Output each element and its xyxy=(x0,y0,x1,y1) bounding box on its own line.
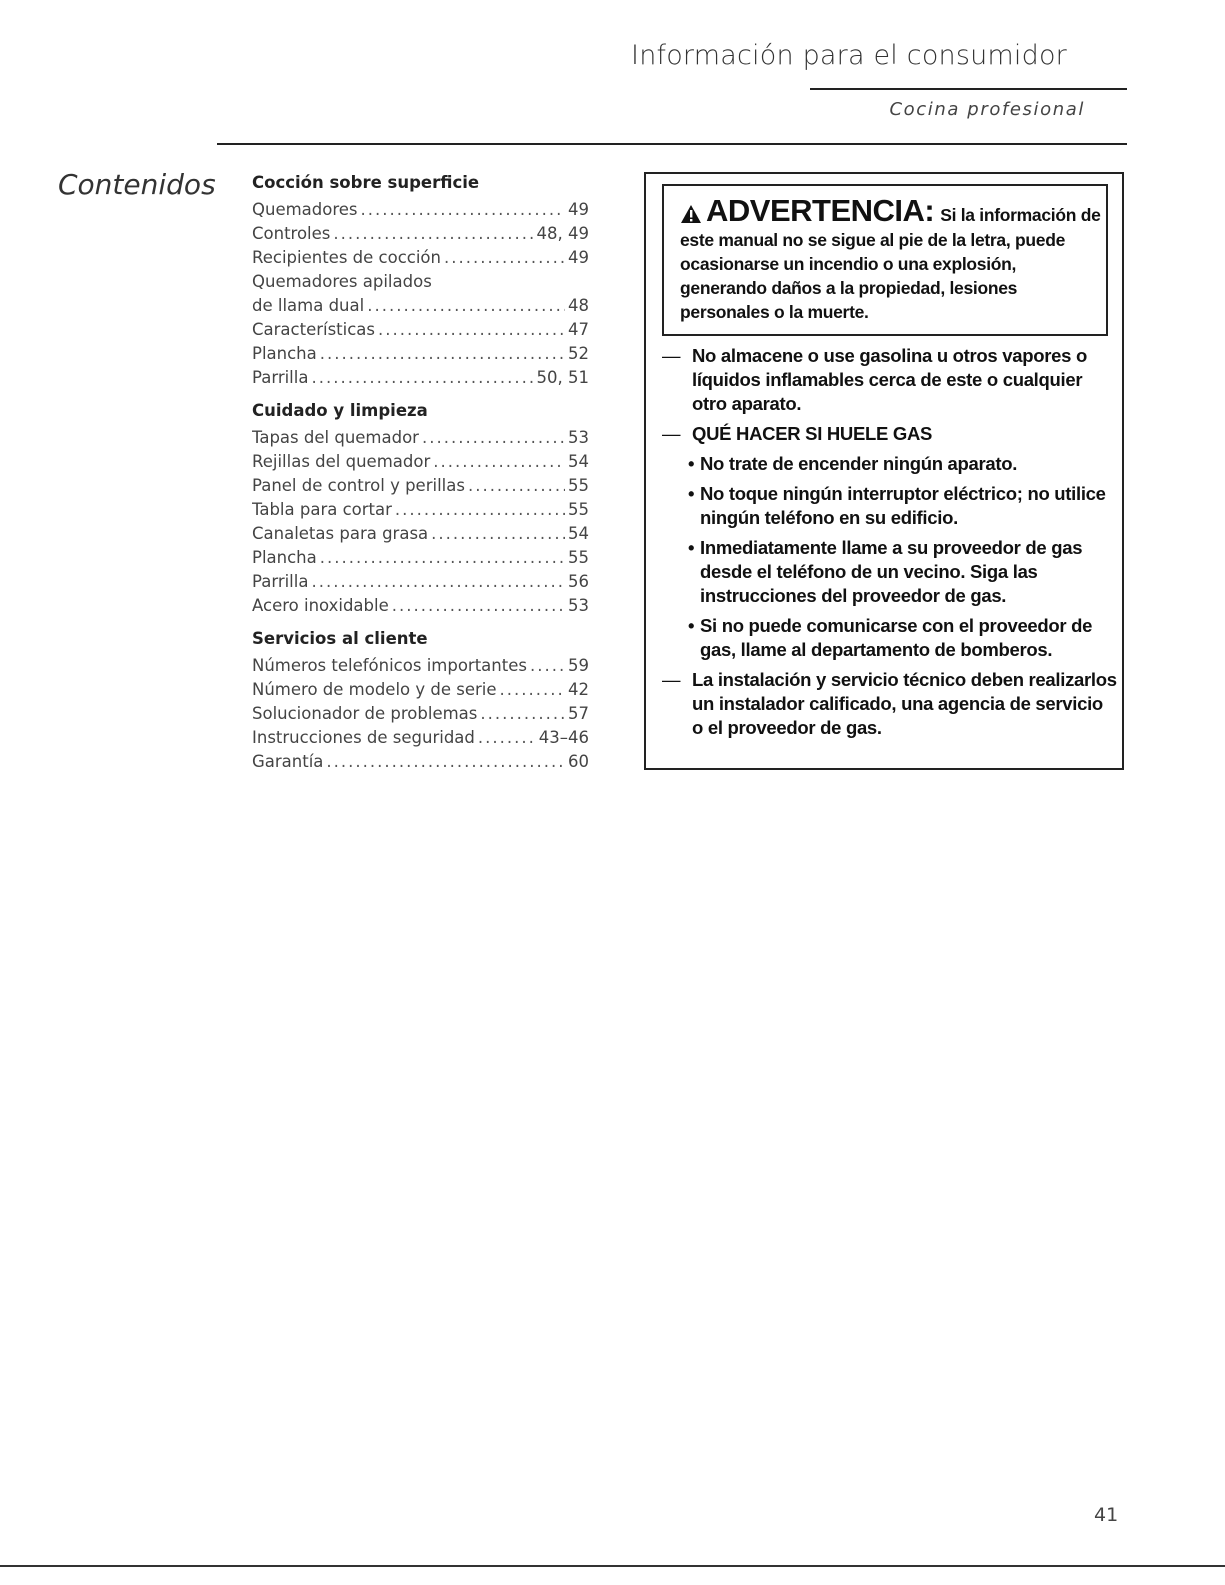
toc-leader-dots xyxy=(433,450,565,474)
toc-entry[interactable] xyxy=(252,678,589,702)
toc-entry[interactable] xyxy=(252,570,589,594)
toc-section-title: Cocción sobre superficie xyxy=(252,173,480,192)
toc-entry-label: Parrilla xyxy=(252,572,309,591)
toc-leader-dots xyxy=(530,654,565,678)
toc-entry-label: Características xyxy=(252,320,376,339)
toc-leader-dots xyxy=(326,750,565,774)
toc-entry[interactable] xyxy=(252,498,589,522)
warning-bullet-text: No trate de encender ningún aparato. xyxy=(700,453,1018,474)
toc-section-care-cleaning xyxy=(252,398,589,618)
warning-item-text: La instalación y servicio técnico deben realizarlos un instalador calificado, una agencia de servicio o el proveedor de gas. xyxy=(692,669,1117,738)
warning-bullet xyxy=(688,452,1118,476)
toc-entry-page: 55 xyxy=(568,476,589,495)
warning-lead: Si la información de xyxy=(940,205,1101,225)
warning-body-line: personales o la muerte. xyxy=(680,302,869,322)
toc-leader-dots xyxy=(444,246,565,270)
toc-entry[interactable] xyxy=(252,198,589,222)
toc-entry[interactable] xyxy=(252,702,589,726)
toc-entry-page: 47 xyxy=(568,320,589,339)
warning-bullet xyxy=(688,482,1118,530)
toc-entry-label: Tabla para cortar xyxy=(252,500,392,519)
toc-leader-dots xyxy=(333,222,533,246)
warning-bullet xyxy=(688,614,1118,662)
toc-entry[interactable] xyxy=(252,366,589,390)
toc-leader-dots xyxy=(478,726,536,750)
toc-entry[interactable] xyxy=(252,450,589,474)
toc-entry-page: 55 xyxy=(568,548,589,567)
header-rule-short xyxy=(810,88,1127,90)
toc-entry[interactable] xyxy=(252,426,589,450)
toc-entry[interactable] xyxy=(252,546,589,570)
warning-title: ADVERTENCIA: xyxy=(706,193,935,228)
toc-entry-page: 48, 49 xyxy=(536,224,589,243)
toc-entry-label: Acero inoxidable xyxy=(252,596,389,615)
toc-leader-dots xyxy=(320,546,565,570)
dash-marker: — xyxy=(662,669,681,690)
toc-leader-dots xyxy=(311,366,533,390)
toc-entry[interactable] xyxy=(252,726,589,750)
toc-leader-dots xyxy=(431,522,565,546)
toc-entry-label: Plancha xyxy=(252,344,317,363)
toc-entry-page: 57 xyxy=(568,704,589,723)
toc-entry[interactable] xyxy=(252,294,589,318)
warning-body-line: este manual no se sigue al pie de la letra, puede xyxy=(680,230,1066,250)
toc-entry-page: 53 xyxy=(568,596,589,615)
toc-entry-page: 43–46 xyxy=(538,728,589,747)
header-rule-long xyxy=(217,143,1127,145)
warning-bullet-text: Inmediatamente llame a su proveedor de gas desde el teléfono de un vecino. Siga las instrucciones del proveedor de gas. xyxy=(700,537,1083,606)
table-of-contents xyxy=(252,170,589,782)
toc-leader-dots xyxy=(468,474,565,498)
toc-leader-dots xyxy=(392,594,565,618)
toc-entry-label: Instrucciones de seguridad xyxy=(252,728,475,747)
toc-entry[interactable] xyxy=(252,750,589,774)
toc-entry[interactable] xyxy=(252,594,589,618)
toc-entry-page: 52 xyxy=(568,344,589,363)
toc-entry-page: 42 xyxy=(568,680,589,699)
toc-leader-dots xyxy=(422,426,565,450)
toc-entry-label: Número de modelo y de serie xyxy=(252,680,497,699)
bullet-marker: • xyxy=(688,537,695,558)
toc-entry-label: Solucionador de problemas xyxy=(252,704,478,723)
toc-entry-page: 59 xyxy=(568,656,589,675)
warning-body xyxy=(680,228,1094,324)
toc-entry-label: de llama dual xyxy=(252,296,365,315)
toc-entry-page: 53 xyxy=(568,428,589,447)
toc-leader-dots xyxy=(395,498,565,522)
toc-entry-page: 60 xyxy=(568,752,589,771)
toc-entry[interactable] xyxy=(252,342,589,366)
toc-entry-page: 49 xyxy=(568,200,589,219)
bullet-marker: • xyxy=(688,453,695,474)
toc-entry-label: Tapas del quemador xyxy=(252,428,419,447)
warning-head-line xyxy=(680,193,1101,228)
warning-triangle-icon xyxy=(680,204,702,224)
toc-entry[interactable] xyxy=(252,222,589,246)
toc-entry-label: Números telefónicos importantes xyxy=(252,656,527,675)
toc-entry-page: 49 xyxy=(568,248,589,267)
toc-entry-label: Controles xyxy=(252,224,331,243)
warning-bullet-text: No toque ningún interruptor eléctrico; no utilice ningún teléfono en su edificio. xyxy=(700,483,1106,528)
toc-leader-dots xyxy=(378,318,565,342)
toc-entry[interactable] xyxy=(252,522,589,546)
toc-entry-page: 48 xyxy=(568,296,589,315)
toc-entry-page: 54 xyxy=(568,524,589,543)
toc-entry-label: Plancha xyxy=(252,548,317,567)
toc-section-title: Servicios al cliente xyxy=(252,629,428,648)
warning-item-text: No almacene o use gasolina u otros vapores o líquidos inflamables cerca de este o cualquier otro aparato. xyxy=(692,345,1087,414)
toc-leader-dots xyxy=(500,678,565,702)
toc-section-title: Cuidado y limpieza xyxy=(252,401,428,420)
contents-heading: Contenidos xyxy=(58,168,216,201)
toc-entry-label: Parrilla xyxy=(252,368,309,387)
dash-marker: — xyxy=(662,345,681,366)
toc-leader-dots xyxy=(367,294,565,318)
toc-entry-page: 55 xyxy=(568,500,589,519)
toc-leader-dots xyxy=(361,198,565,222)
toc-entry[interactable] xyxy=(252,654,589,678)
warning-body-line: generando daños a la propiedad, lesiones xyxy=(680,278,1018,298)
warning-box xyxy=(662,184,1108,336)
toc-entry-label: Canaletas para grasa xyxy=(252,524,429,543)
bullet-marker: • xyxy=(688,483,695,504)
toc-section-surface-cooking xyxy=(252,170,589,390)
toc-entry-page: 50, 51 xyxy=(536,368,589,387)
toc-entry[interactable] xyxy=(252,318,589,342)
header-subtitle: Cocina profesional xyxy=(889,99,1085,120)
toc-entry-label: Recipientes de cocción xyxy=(252,248,441,267)
warning-item-text: QUÉ HACER SI HUELE GAS xyxy=(692,423,933,444)
bullet-marker: • xyxy=(688,615,695,636)
toc-leader-dots xyxy=(480,702,565,726)
toc-entry[interactable] xyxy=(252,474,589,498)
page-number: 41 xyxy=(1094,1504,1119,1526)
toc-entry-label: Quemadores xyxy=(252,200,358,219)
dash-marker: — xyxy=(662,423,681,444)
toc-leader-dots xyxy=(311,570,565,594)
toc-entry-label: Quemadores apilados xyxy=(252,272,432,291)
warning-item xyxy=(662,422,1118,446)
toc-entry-page: 54 xyxy=(568,452,589,471)
warning-body-line: ocasionarse un incendio o una explosión, xyxy=(680,254,1017,274)
toc-entry-label: Panel de control y perillas xyxy=(252,476,465,495)
header-title: Información para el consumidor xyxy=(631,40,1067,71)
toc-entry-label: Garantía xyxy=(252,752,324,771)
bottom-rule xyxy=(0,1565,1225,1567)
warning-item xyxy=(662,668,1118,740)
toc-entry-label: Rejillas del quemador xyxy=(252,452,431,471)
toc-leader-dots xyxy=(320,342,565,366)
warning-bullet xyxy=(688,536,1118,608)
toc-entry[interactable] xyxy=(252,246,589,270)
toc-entry-page: 56 xyxy=(568,572,589,591)
warning-bullet-text: Si no puede comunicarse con el proveedor de gas, llame al departamento de bomberos. xyxy=(700,615,1093,660)
warning-item xyxy=(662,344,1118,416)
warning-instructions xyxy=(662,344,1118,746)
toc-section-customer-service xyxy=(252,626,589,774)
